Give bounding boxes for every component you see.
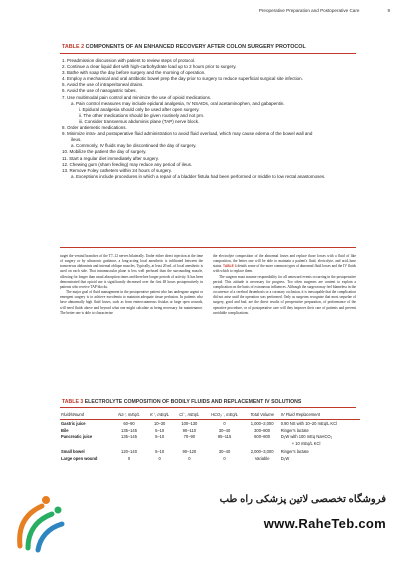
column-header: HCO₃⁻, mEq/L <box>205 411 245 420</box>
table-cell: 135–145 <box>121 427 137 433</box>
table-cell <box>113 440 145 447</box>
table-cell <box>174 440 204 447</box>
table-cell: 300–800 <box>254 427 271 433</box>
table-row <box>60 455 360 462</box>
column-header: Total Volume <box>245 411 280 420</box>
protocol-list-item: 3. Bathe with soap the day before surgery and the morning of operation. <box>62 70 206 76</box>
table-header-row <box>60 411 360 420</box>
table-cell: Ringer's lactate <box>280 427 309 433</box>
table-cell: 1,000–2,000 <box>250 420 274 426</box>
protocol-list-item: 9. Minimize intra- and postoperative fluid administration to avoid fluid overload, which may cause edema of the bowel wall and <box>62 131 313 137</box>
protocol-list-item: ileus. <box>71 137 82 143</box>
table2-list <box>62 58 358 180</box>
table-cell: Ringer's lactate <box>280 449 309 455</box>
page-number: 9 <box>387 8 390 13</box>
table-cell: 5–10 <box>155 449 165 455</box>
protocol-list-item: a. Commonly, IV fluids may be discontinued the day of surgery. <box>71 143 197 149</box>
running-head-title: Preoperative Preparation and Postoperative Care <box>258 8 360 13</box>
protocol-list-item: 7. Use multimodal pain control and minimize the use of opioid medications. <box>62 94 212 100</box>
fluid-name-cell: Pancreatic juice <box>61 434 93 440</box>
table-cell: D₅W <box>280 455 290 461</box>
table-cell: 135–145 <box>121 434 137 440</box>
protocol-list-item: 6. Avoid the use of nasogastric tubes. <box>62 88 137 94</box>
running-head <box>259 8 390 13</box>
body-column-right <box>213 254 356 316</box>
electrolyte-table <box>60 411 360 461</box>
table-cell <box>145 440 174 447</box>
raheteb-logo-icon <box>12 488 72 554</box>
protocol-list-item: 10. Mobilize the patient the day of surgery. <box>62 149 147 155</box>
table-cell: D₅W with 100 mEq NaHCO₂ <box>280 434 333 440</box>
table-row <box>60 447 360 455</box>
protocol-list-item: 13. Remove Foley catheters within 24 hours of surgery. <box>62 167 172 173</box>
table-cell: 60–90 <box>123 420 135 426</box>
body-paragraph: the electrolyte composition of the abnormal losses and replace those losses with a fluid of like composition, the better one will be able to maintain a patient's fluid, electrolyte, and acid–base status. TABLE 3 details some of the more common types of abnormal fluid losses and the IV fluids with which to replace them. <box>213 254 357 274</box>
table2-label: TABLE 2 <box>62 44 85 50</box>
watermark-banner <box>0 484 400 561</box>
table-cell: 0 <box>223 420 226 426</box>
table2-title-text: COMPONENTS OF AN ENHANCED RECOVERY AFTER COLON SURGERY PROTOCOL <box>85 44 306 50</box>
table-row <box>60 420 360 427</box>
table-cell: 70–90 <box>183 434 196 440</box>
table-cell: 30–40 <box>218 449 231 455</box>
table-cell: + 10 mEq/L KCl <box>291 440 321 446</box>
protocol-list-item: 4. Employ a mechanical and oral antibiotic bowel prep the day prior to surgery to reduce superficial surgical site infection. <box>62 76 303 82</box>
table2-bottom-rule <box>60 247 356 248</box>
column-header: Fluid/Wound <box>60 411 113 420</box>
table-cell: Variable <box>254 455 270 461</box>
table-cell: 120–140 <box>121 449 137 455</box>
column-header: IV Fluid Replacement <box>280 411 360 420</box>
table3-label: TABLE 3 <box>62 399 84 405</box>
table-cell: 0 <box>188 455 191 461</box>
fluid-name-cell: Large open wound <box>61 455 98 461</box>
table3-reference-link[interactable]: TABLE 3 <box>223 264 237 269</box>
protocol-list-item: i. Epidural analgesia should only be used after open surgery. <box>79 106 200 112</box>
protocol-list-item: 11. Start a regular diet immediately after surgery. <box>62 155 159 161</box>
body-paragraph: The major goal of fluid management in the postoperative patient who has undergone urgent or emergent surgery is to achieve euvolemia to maintain adequate tissue perfusion. In patients who have abnormally high fluid losses, such as from enterocutaneous fistulas or large open wounds, will need fluids above and beyond what one might calculate as being necessary for maintenance. The better one is able to characterize <box>60 290 203 315</box>
protocol-list-item: a. Pain control measures may include epidural analgesia, IV NSAIDs, oral acetaminophen, and gabapentin. <box>71 100 285 106</box>
table-cell: 5–10 <box>155 434 165 440</box>
table-cell: 2,000–3,000 <box>250 449 274 455</box>
table3-title <box>62 399 301 405</box>
table-cell: 95–115 <box>217 434 232 440</box>
table-cell: 90–110 <box>182 427 197 433</box>
column-header: Na⁺, mEq/L <box>113 411 145 420</box>
fluid-name-cell <box>60 440 113 447</box>
protocol-list-item: 5. Avoid the use of intraperitoneal drains. <box>62 82 144 88</box>
protocol-list-item: ii. The other medications should be given routinely and not prn. <box>79 112 205 118</box>
protocol-list-item: 2. Continue a clear liquid diet with high-carbohydrate load up to 2 hours prior to surgery. <box>62 64 237 70</box>
watermark-url[interactable]: www.RaheTeb.com <box>263 516 386 531</box>
protocol-list-item: 12. Chewing gum (sham feeding) may reduce any period of ileus. <box>62 161 193 167</box>
table-row <box>60 427 360 434</box>
body-text <box>60 254 356 316</box>
table-cell: 10–30 <box>153 420 166 426</box>
column-header: K⁺, mEq/L <box>145 411 174 420</box>
table-cell: 600–800 <box>254 434 271 440</box>
table-cell <box>245 440 280 447</box>
watermark-persian-text: فروشگاه تخصصی لاتین پزشکی راه طب <box>219 494 386 505</box>
fluid-name-cell: Small bowel <box>61 449 85 455</box>
table-cell: 30–40 <box>218 427 231 433</box>
table3-top-rule <box>60 407 356 408</box>
table-cell: 0 <box>223 455 226 461</box>
table-row <box>60 433 360 440</box>
fluid-name-cell: Bile <box>61 427 69 433</box>
table2-title <box>62 44 352 50</box>
body-column-left <box>60 254 203 316</box>
table-cell: 90–120 <box>182 449 197 455</box>
fluid-name-cell: Gastric juice <box>61 420 86 426</box>
table-row <box>60 440 360 447</box>
table-cell: 100–130 <box>181 420 198 426</box>
body-paragraph: target the ventral branches of the T7–12 nerves bilaterally. Under either direct injection at the time of surgery or by ultrasonic guidance, a long-acting local anesthetic is infiltrated between the transversus abdominis and internal oblique muscles. Typically, at least 20 mL of local anesthetic is used on each side. That intramuscular plane is less well perfused than the surrounding muscle, allowing for longer than usual absorption times and therefore longer periods of activity. It has been demonstrated that opioid use is significantly decreased over the first 48 hours postoperatively in patients who receive TAP blocks. <box>60 254 203 289</box>
table2-top-rule <box>60 53 356 54</box>
protocol-list-item: 8. Order antiemetic medications. <box>62 125 127 131</box>
protocol-list-item: 1. Preadmission discussion with patient to review steps of protocol. <box>62 58 196 63</box>
table-cell: 0 <box>158 455 161 461</box>
table3-title-text: ELECTROLYTE COMPOSITION OF BODILY FLUIDS AND REPLACEMENT IV SOLUTIONS <box>84 399 302 405</box>
table-cell: 0.90 NS with 10–20 mEq/L KCl <box>280 420 337 426</box>
table-cell: 0 <box>127 455 131 461</box>
protocol-list-item: iii. Consider transversus abdominis plane (TAP) nerve block. <box>79 118 200 124</box>
protocol-list-item: a. Exceptions include procedures in which a repair of a bladder fistula had been performed or middle to low rectal anastomoses. <box>71 173 326 179</box>
body-paragraph: The surgeon must assume responsibility for all untoward events occurring in the postoperative period. This attitude is necessary for progress. Too often surgeons are content to explain a complication on the basis of extraneous influences. Although the surgeon may feel blameless in the occurrence of a cerebral thrombosis or a coronary occlusion, it is inescapable that the complication did not arise until the operation was performed. Only as surgeons recognize that most sequelae of surgery, good and bad, are the direct results of preoperative preparation, of performance of the operative procedure, or of postoperative care will they improve their care of patients and prevent avoidable complications. <box>213 274 356 315</box>
table-cell: 5–10 <box>155 427 165 433</box>
table-cell <box>205 440 245 447</box>
column-header: Cl⁻, mEq/L <box>174 411 204 420</box>
